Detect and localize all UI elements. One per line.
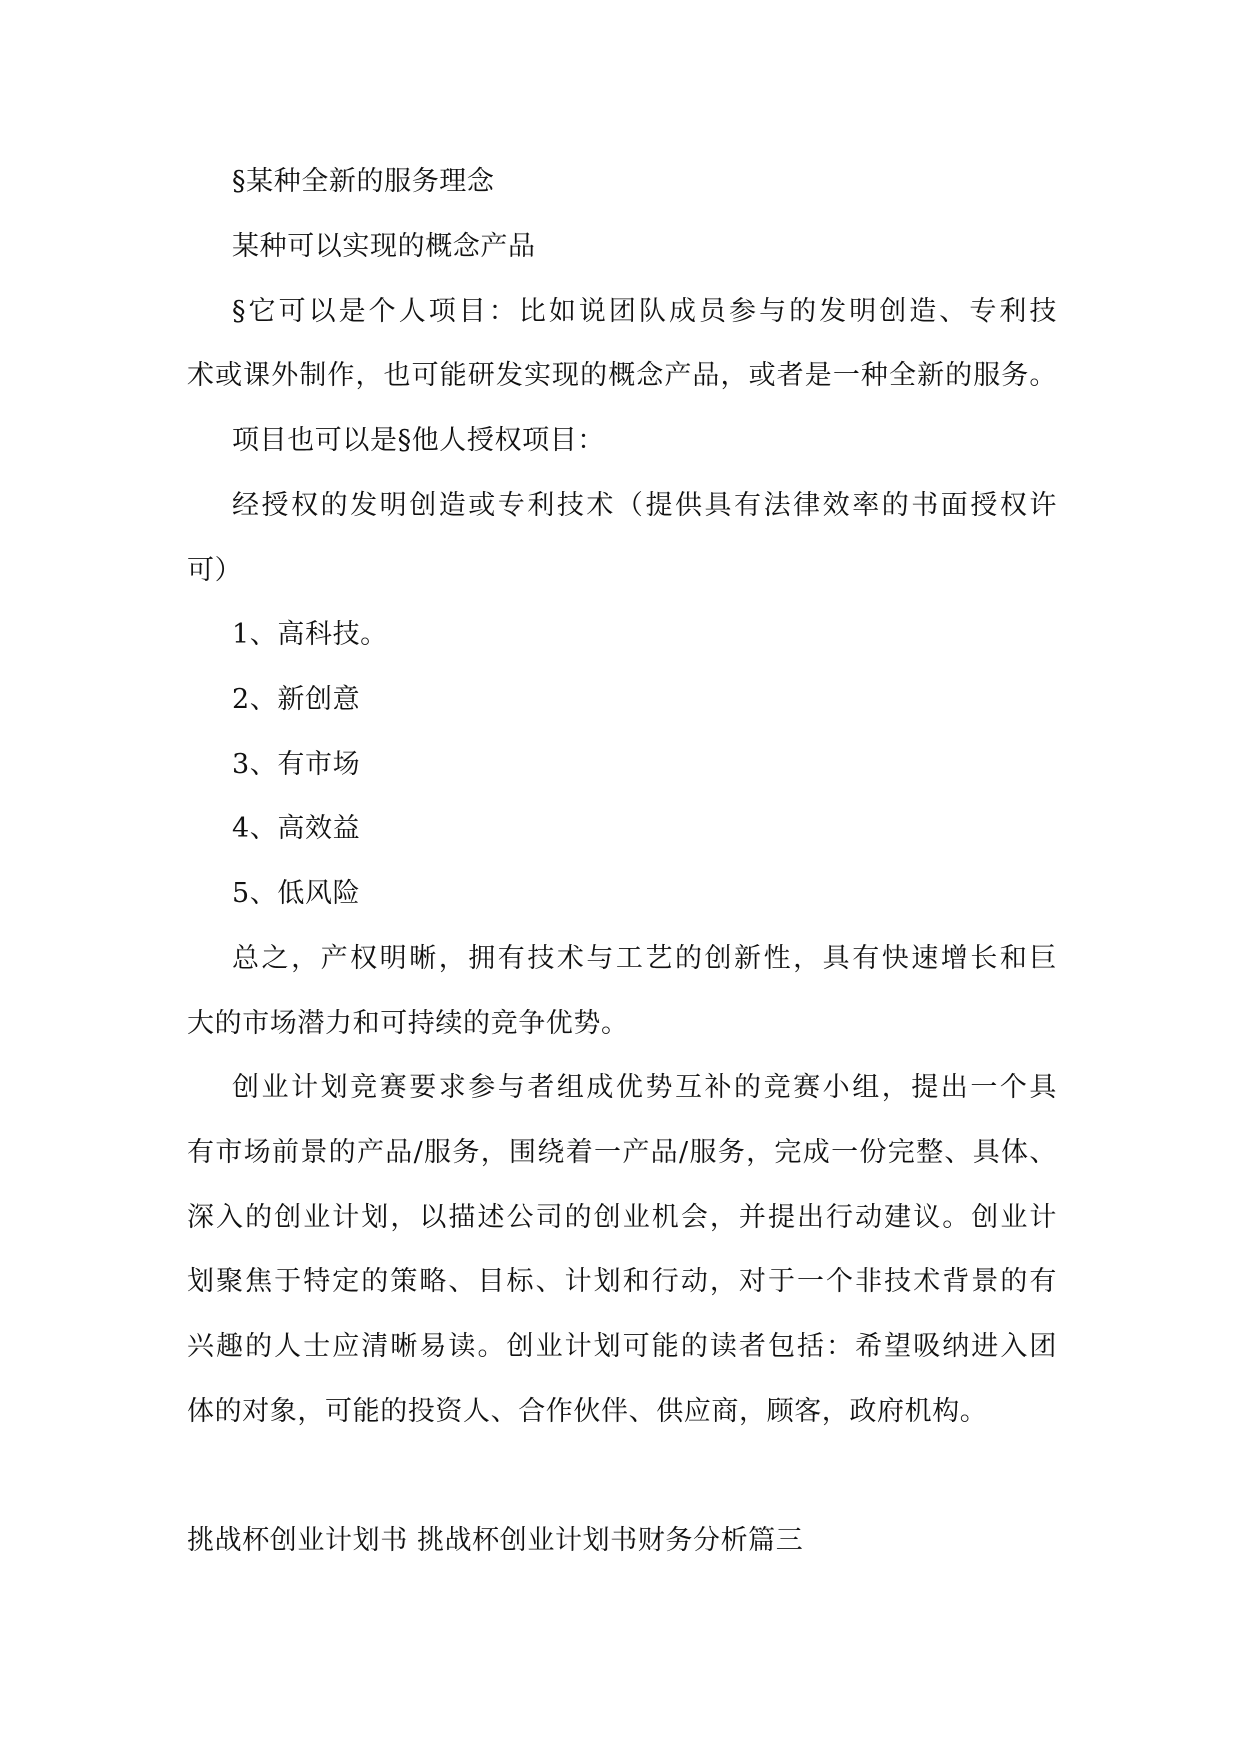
paragraph-line: 体的对象，可能的投资人、合作伙伴、供应商，顾客，政府机构。 bbox=[187, 1396, 988, 1427]
paragraph-line: 大的市场潜力和可持续的竞争优势。 bbox=[187, 1008, 629, 1039]
list-item: 1、高科技。 bbox=[232, 619, 388, 650]
paragraph-line: 可） bbox=[187, 555, 243, 586]
paragraph-line: 某种可以实现的概念产品 bbox=[232, 231, 536, 262]
list-item: 2、新创意 bbox=[232, 684, 361, 715]
paragraph-line: 术或课外制作，也可能研发实现的概念产品，或者是一种全新的服务。 bbox=[187, 360, 1057, 391]
paragraph-line: §某种全新的服务理念 bbox=[232, 166, 495, 197]
paragraph-line: 项目也可以是§他人授权项目： bbox=[232, 425, 605, 456]
paragraph-line: 创业计划竞赛要求参与者组成优势互补的竞赛小组，提出一个具 bbox=[232, 1072, 1057, 1103]
paragraph-line: 划聚焦于特定的策略、目标、计划和行动，对于一个非技术背景的有 bbox=[187, 1266, 1057, 1297]
paragraph-line: §它可以是个人项目：比如说团队成员参与的发明创造、专利技 bbox=[232, 296, 1057, 327]
section-heading: 挑战杯创业计划书 挑战杯创业计划书财务分析篇三 bbox=[187, 1525, 804, 1556]
paragraph-line: 经授权的发明创造或专利技术（提供具有法律效率的书面授权许 bbox=[232, 490, 1057, 521]
paragraph-line: 兴趣的人士应清晰易读。创业计划可能的读者包括：希望吸纳进入团 bbox=[187, 1331, 1057, 1362]
list-item: 5、低风险 bbox=[232, 878, 361, 909]
paragraph-line: 总之，产权明晰，拥有技术与工艺的创新性，具有快速增长和巨 bbox=[232, 943, 1057, 974]
list-item: 4、高效益 bbox=[232, 813, 361, 844]
paragraph-line: 有市场前景的产品/服务，围绕着一产品/服务，完成一份完整、具体、 bbox=[187, 1137, 1057, 1168]
list-item: 3、有市场 bbox=[232, 749, 361, 780]
paragraph-line: 深入的创业计划，以描述公司的创业机会，并提出行动建议。创业计 bbox=[187, 1202, 1057, 1233]
